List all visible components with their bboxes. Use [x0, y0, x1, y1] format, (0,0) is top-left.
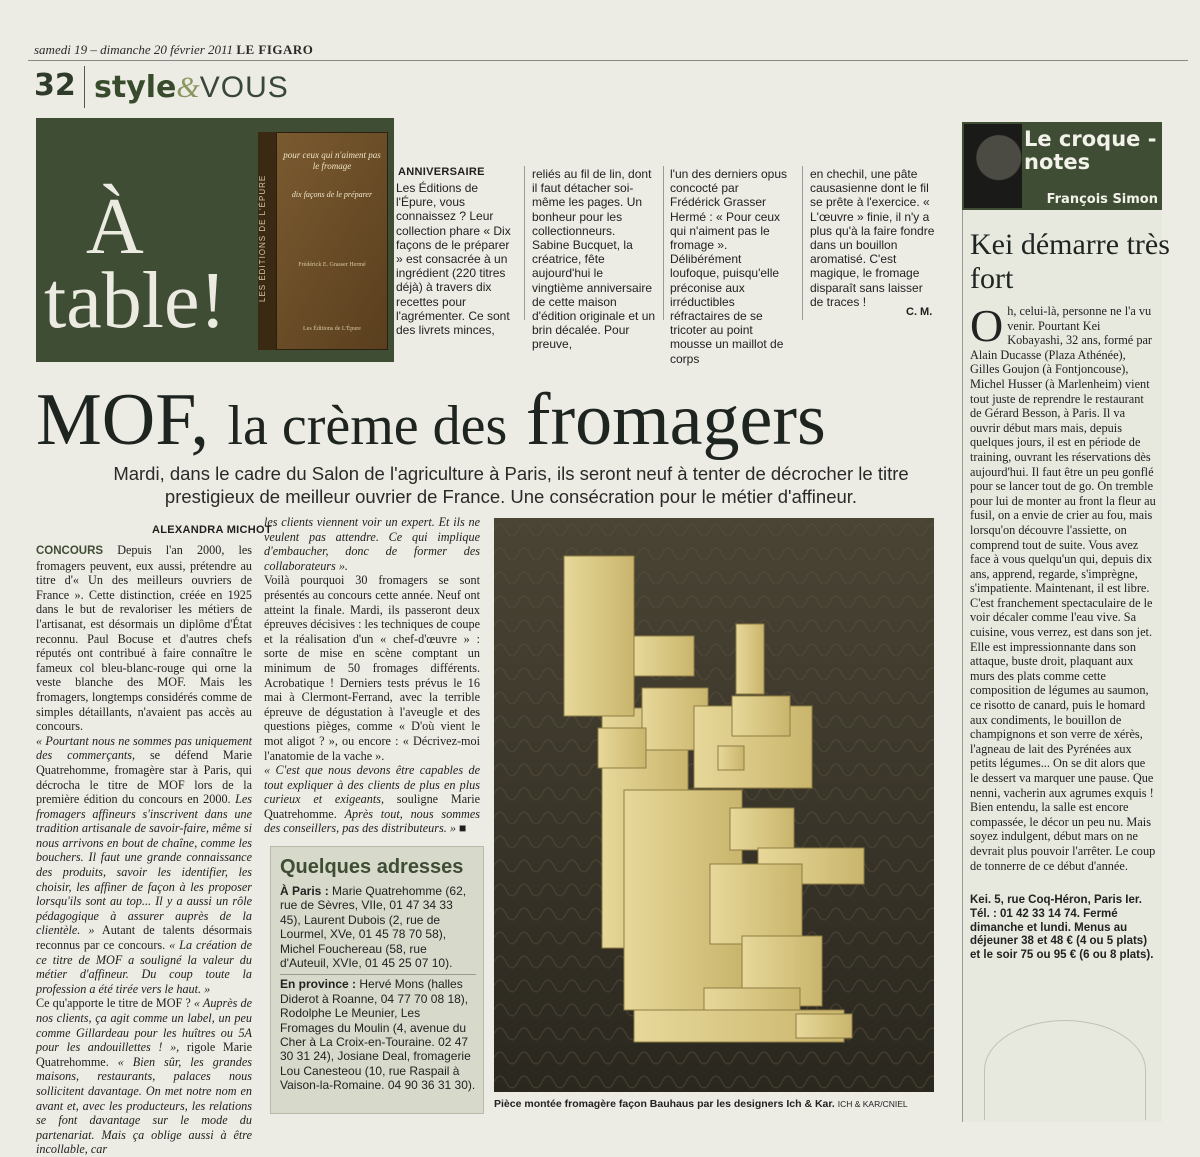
a-table-kicker: À [86, 183, 144, 271]
province-label: En province : [280, 977, 357, 992]
anniversaire-col-2: reliés au fil de lin, dont il faut détacher soi-même les pages. Un bonheur pour les collectionneurs. Sabine Bucquet, la créatrice, fête aujourd'hui le vingtième anniversaire de cette maison d'édition originale et un brin décalée. Pour preuve, [532, 167, 656, 352]
end-mark: ■ [459, 821, 467, 836]
article-standfirst: Mardi, dans le cadre du Salon de l'agriculture à Paris, ils seront neuf à tenter de décrocher le titre prestigieux de meilleur ouvrier de France. Une consécration pour le métier d'affineur. [113, 463, 909, 507]
page-number: 32 [34, 68, 76, 103]
lead-label: CONCOURS [36, 545, 104, 557]
restaurant-info: Kei. 5, rue Coq-Héron, Paris Ier. Tél. : 01 42 33 14 74. Fermé dimanche et lundi. Menus au déjeuner 38 et 48 € (4 ou 5 plats) et le soir 75 ou 95 € (6 ou 8 plats). [970, 894, 1154, 962]
column-divider [524, 166, 525, 320]
adresses-heading: Quelques adresses [280, 856, 464, 878]
quote: « Auprès de nos clients, ça agit comme un label, un peu comme Gillardeau pour les huîtres ou 5A pour les andouillettes ! », [36, 996, 253, 1055]
quote: « Pourtant nous ne sommes pas uniquement des commerçants, [36, 733, 252, 763]
header-rule [28, 60, 1188, 61]
section-ampersand: & [176, 71, 200, 104]
anniversaire-col-4: en chechil, une pâte causasienne dont le fil se prête à l'exercice. « L'œuvre » finie, il n'y a plus qu'à la faire fondre dans un bouillon aromatisé. C'est magique, le fromage disparaît sans laisser de traces ! [810, 167, 935, 309]
book-publisher: Les Éditions de L'Épure [303, 326, 361, 332]
croque-notes-text: h, celui-là, personne ne l'a vu venir. Pourtant Kei Kobayashi, 32 ans, formé par Alain Ducasse (Plaza Athénée), Gilles Goujon (à Fontjoncouse), Michel Husser (à Marlenheim) vient tout juste de reprendre le restaurant de Gérard Besson, à Paris. Il va ouvrir début mars mais, depuis quelques jours, il est en période de training, ouvrant les réservations dès aujourd'hui. Il faut être un peu gonflé pour se lancer tout de go. On tremble pour lui de monter au front la fleur au fusil, on a envie de crier au fou, mais lorsqu'on découvre l'assiette, on comprend tout de suite. Vous avez face à vous quelqu'un qui, depuis dix ans, apprend, regarde, s'imprègne, s'impatiente. Maintenant, il est libre. C'est franchement spectaculaire de le voir décaler comme l'eau vive. Sa cuisine, vous verrez, est dans son jet. Elle est impressionnante dans son attaque, buste droit, plaquant aux murs des plats comme cette composition de légumes au saumon, ce risotto de canard, puis le homard aux condiments, le bouillon de champignons et son verre de xérès, l'agneau de lait des Pyrénées aux petits légumes... On se dit alors que le dessert va marquer une pause. Que nenni, vacherin aux agrumes exquis ! Bien entendu, la salle est encore compassée, le décor un peu nu. Mais soyez indulgent, début mars on ne devrait plus pouvoir l'arrêter. Le coup de tonnerre de ce début d'année. [970, 304, 1156, 873]
quote: « C'est que nous devons être capables de tout expliquer à des clients de plus en plus curieux et exigeants, [264, 763, 480, 807]
province-addresses: Hervé Mons (halles Diderot à Roanne, 04 77 70 08 18), Rodolphe Le Meunier, Les Fromages du Moulin (4, avenue du Cher à La Croix-en-Touraine. 02 47 30 31 24), Josiane Deal, fromagerie Lou Canesteou (10, rue Raspail à Vaison-la-Romaine. 04 90 36 31 30). [280, 977, 476, 1093]
paragraph: souligne Marie Quatrehomme. [264, 792, 480, 821]
book-author: Frédérick E. Grasser Hermé [298, 262, 366, 268]
headline-middle: la crème des [227, 395, 508, 457]
paris-addresses: Marie Quatrehomme (62, rue de Sèvres, VIIe, 01 47 34 33 45), Laurent Dubois (2, rue de Lourmel, XVe, 01 45 78 70 58), Michel Fouchereau (58, rue d'Auteuil, XVIe, 01 45 25 07 10). [280, 884, 467, 971]
newspaper-name: LE FIGARO [236, 42, 314, 57]
headline-mof: MOF, [36, 379, 209, 461]
quote: Les fromagers affineurs s'inscrivent dans une tradition artisanale de savoir-faire, même si nous arrivons en bout de chaîne, comme les bouchers. Il faut une grande connaissance des produits, savoir les identifier, les choisir, les affiner de façon à les proposer lorsqu'ils sont au top... Il y a aussi un rôle pédagogique à assurer auprès de la clientèle. » [36, 792, 252, 938]
quote: les clients viennent voir un expert. Et ils ne veulent pas attendre. Ce qui implique d'embaucher, donc de former des collaborateurs ». [264, 515, 480, 573]
adresses-text [280, 884, 476, 1093]
book-subtitle: dix façons de le préparer [291, 190, 373, 199]
byline: ALEXANDRA MICHOT [152, 524, 272, 536]
dropcap: O [970, 300, 1004, 351]
book-spine: LES ÉDITIONS DE L'ÉPURE [258, 132, 276, 350]
photo-caption [494, 1098, 908, 1110]
paragraph: Ce qu'apporte le titre de MOF ? [36, 996, 191, 1011]
section-vous: VOUS [199, 71, 289, 104]
anniversaire-col-3: l'un des derniers opus concocté par Frédérick Grasser Hermé : « Pour ceux qui n'aiment pas le fromage ». Délibérément loufoque, puisqu'elle préconise aux irréductibles réfractaires de se tricoter au point mousse un maillot de corps [670, 167, 788, 366]
section-title [94, 70, 289, 105]
cheese-sculpture-photo [494, 518, 934, 1092]
decorative-arch [984, 1020, 1146, 1120]
date-text: samedi 19 – dimanche 20 février 2011 [34, 42, 234, 57]
paragraph: Autant de talents désormais reconnus par ce concours. [36, 923, 253, 953]
book-title: pour ceux qui n'aiment pas le fromage [283, 150, 381, 171]
paragraph: Depuis l'an 2000, les fromagers peuvent, eux aussi, prétendre au titre d'« Un des meilleurs ouvriers de France ». Cette distinction, créée en 1925 dans le but de revaloriser les métiers de l'artisanat, est désormais un diplôme d'État reconnu. Paul Bocuse et d'autres chefs réputés ont contribué à faire connaître le fameux col bleu-blanc-rouge qui orne la veste blanche des MOF. Mais les fromagers, longtemps considérés comme de simples détaillants, n'avaient pas accès au concours. [36, 543, 253, 734]
paragraph: Voilà pourquoi 30 fromagers se sont présentés au concours cette année. Neuf ont atteint la finale. Mardi, ils passeront deux épreuves décisives : les techniques de coupe et la réalisation d'un « chef-d'œuvre » : sorte de mise en scène comptant un minimum de 50 fromages différents. Acrobatique ! Derniers tests prévus le 16 mai à Clermont-Ferrand, avec la terrible épreuve de dégustation à l'aveugle et des questions pièges, comme « D'où vient le mot aligot ? », ou encore : « Décrivez-moi l'anatomie de la vache ». [264, 573, 480, 763]
anniversaire-heading: ANNIVERSAIRE [398, 166, 485, 178]
article-column-1 [36, 543, 252, 1157]
anniversaire-col-1: Les Éditions de l'Épure, vous connaissez ? Leur collection phare « Dix façons de le préparer » est consacrée à un ingrédient (220 titres déjà) à travers dix recettes pour l'agrémenter. Ce sont des livrets minces, [396, 181, 511, 338]
caption-text: Pièce montée fromagère façon Bauhaus par les designers Ich & Kar. [494, 1098, 835, 1110]
croque-notes-author: François Simon [1046, 192, 1158, 207]
quote: « Bien sûr, les grandes maisons, restaurants, palaces nous sollicitent davantage. On met notre nom en avant et, avec les producteurs, les relations se font davantage sur le mode du partenariat. Mais ça oblige aussi à être incollable, car [36, 1054, 253, 1157]
croque-notes-body [970, 300, 1156, 873]
croque-notes-title: Le croque -notes [1024, 127, 1157, 174]
column-divider [802, 166, 803, 320]
headline-fromagers: fromagers [525, 379, 826, 461]
croque-notes-headline: Kei démarre très fort [970, 228, 1170, 295]
article-column-2 [264, 515, 480, 836]
paragraph: rigole Marie Quatrehomme. [36, 1040, 252, 1069]
column-divider [663, 166, 664, 320]
quote: « La création de ce titre de MOF a souligné la valeur du métier d'affineur. Du coup toute la profession a été tirée vers le haut. » [36, 938, 253, 996]
dateline [34, 42, 313, 58]
paris-label: À Paris : [280, 884, 329, 898]
photo-credit: ICH & KAR/CNIEL [837, 1099, 908, 1109]
a-table-word: table! [44, 257, 227, 345]
article-headline [36, 378, 826, 468]
page-separator [84, 66, 85, 108]
section-style: style [94, 70, 177, 105]
cheese-sculpture-image [494, 518, 934, 1092]
paragraph: se défend Marie Quatrehomme, fromagère star à Paris, qui décrocha le titre de MOF lors de la première édition du concours en 2000. [36, 748, 252, 807]
anniversaire-signature: C. M. [906, 306, 933, 318]
a-table-title [44, 183, 227, 345]
quote: Après tout, nous sommes des conseillers, pas des distributeurs. » [264, 806, 480, 836]
